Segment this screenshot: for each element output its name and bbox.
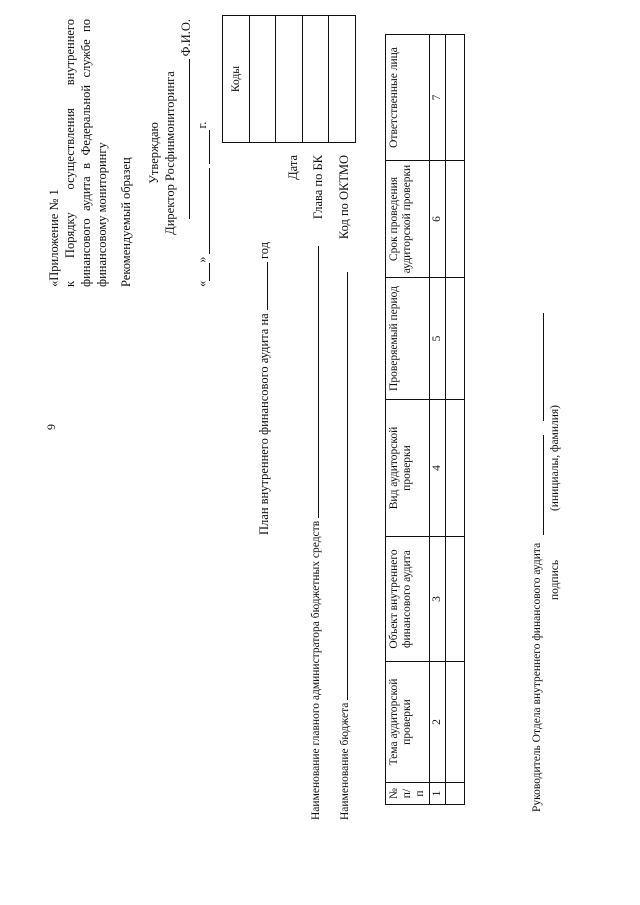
col-number: 2 <box>430 662 446 783</box>
head-signature-line <box>530 313 544 812</box>
oktmo-label: Код по ОКТМО <box>337 155 351 240</box>
budget-label: Наименование бюджета <box>339 702 351 820</box>
year-suffix: г. <box>195 121 209 129</box>
empty-cell <box>446 783 465 805</box>
code-cell-empty <box>329 16 356 143</box>
code-cell-bk <box>276 16 303 143</box>
approve-position: Директор Росфинмониторинга <box>163 71 177 235</box>
appendix-line-4: финансовому мониторингу <box>95 142 109 287</box>
bk-label: Глава по БК <box>311 155 325 220</box>
col-number: 7 <box>430 35 446 161</box>
budget-field <box>336 272 352 820</box>
col-number: 4 <box>430 400 446 537</box>
signature-blank <box>178 59 190 219</box>
empty-cell <box>446 537 465 662</box>
empty-cell <box>446 400 465 537</box>
empty-cell <box>446 662 465 783</box>
code-cell-oktmo <box>302 16 329 143</box>
header-period: Проверяемый период <box>386 278 430 400</box>
col-number: 6 <box>430 161 446 278</box>
col-number: 3 <box>430 537 446 662</box>
admin-blank <box>307 246 319 518</box>
empty-cell <box>446 278 465 400</box>
table-empty-row <box>446 35 465 805</box>
header-responsible: Ответственные лица <box>386 35 430 161</box>
date-open-quote: « <box>195 280 209 287</box>
codes-table <box>222 15 356 143</box>
month-blank <box>198 169 210 255</box>
name-caption: (инициалы, фамилия) <box>549 405 561 512</box>
budget-blank <box>336 272 348 700</box>
name-blank <box>532 313 544 421</box>
appendix-line-2: к Порядку осуществления внутреннего <box>63 19 77 287</box>
plan-title-prefix: План внутреннего финансового аудита на <box>257 313 271 535</box>
empty-cell <box>446 35 465 161</box>
date-label: Дата <box>286 155 300 180</box>
appendix-header <box>46 19 110 287</box>
table-number-row <box>430 35 446 805</box>
table-header-row <box>386 35 430 805</box>
signature-captions <box>548 405 562 600</box>
appendix-line-3: финансового аудита в Федеральной службе по <box>79 19 93 287</box>
admin-field <box>307 246 323 820</box>
header-num: № п/п <box>386 783 430 805</box>
page-number: 9 <box>44 424 58 430</box>
sign-caption: подпись <box>549 559 561 600</box>
header-term: Срок проведения аудиторской проверки <box>386 161 430 278</box>
year-blank <box>198 131 210 165</box>
signature-blank <box>532 435 544 535</box>
approve-fio: Ф.И.О. <box>179 19 193 57</box>
empty-cell <box>446 161 465 278</box>
approve-date-line <box>194 19 210 287</box>
day-blank <box>198 263 210 281</box>
appendix-line-1: «Приложение № 1 <box>47 189 61 287</box>
plan-title-suffix: год <box>257 241 271 260</box>
year-blank <box>256 262 268 310</box>
codes-header: Коды <box>223 16 250 143</box>
header-topic: Тема аудиторской проверки <box>386 662 430 783</box>
approve-signature-line <box>178 19 194 287</box>
col-number: 1 <box>430 783 446 805</box>
admin-label: Наименование главного администратора бюджетных средств <box>310 520 322 820</box>
head-label: Руководитель Отдела внутреннего финансового аудита <box>531 542 543 812</box>
header-type: Вид аудиторской проверки <box>386 400 430 537</box>
approval-block <box>146 19 210 287</box>
plan-title <box>256 242 272 535</box>
approve-label: Утверждаю <box>147 122 161 184</box>
date-close-quote: » <box>195 256 209 263</box>
recommended-sample-label: Рекомендуемый образец <box>119 157 133 287</box>
header-object: Объект внутреннего финансового аудита <box>386 537 430 662</box>
audit-plan-table <box>385 34 465 805</box>
code-cell-date <box>249 16 276 143</box>
col-number: 5 <box>430 278 446 400</box>
